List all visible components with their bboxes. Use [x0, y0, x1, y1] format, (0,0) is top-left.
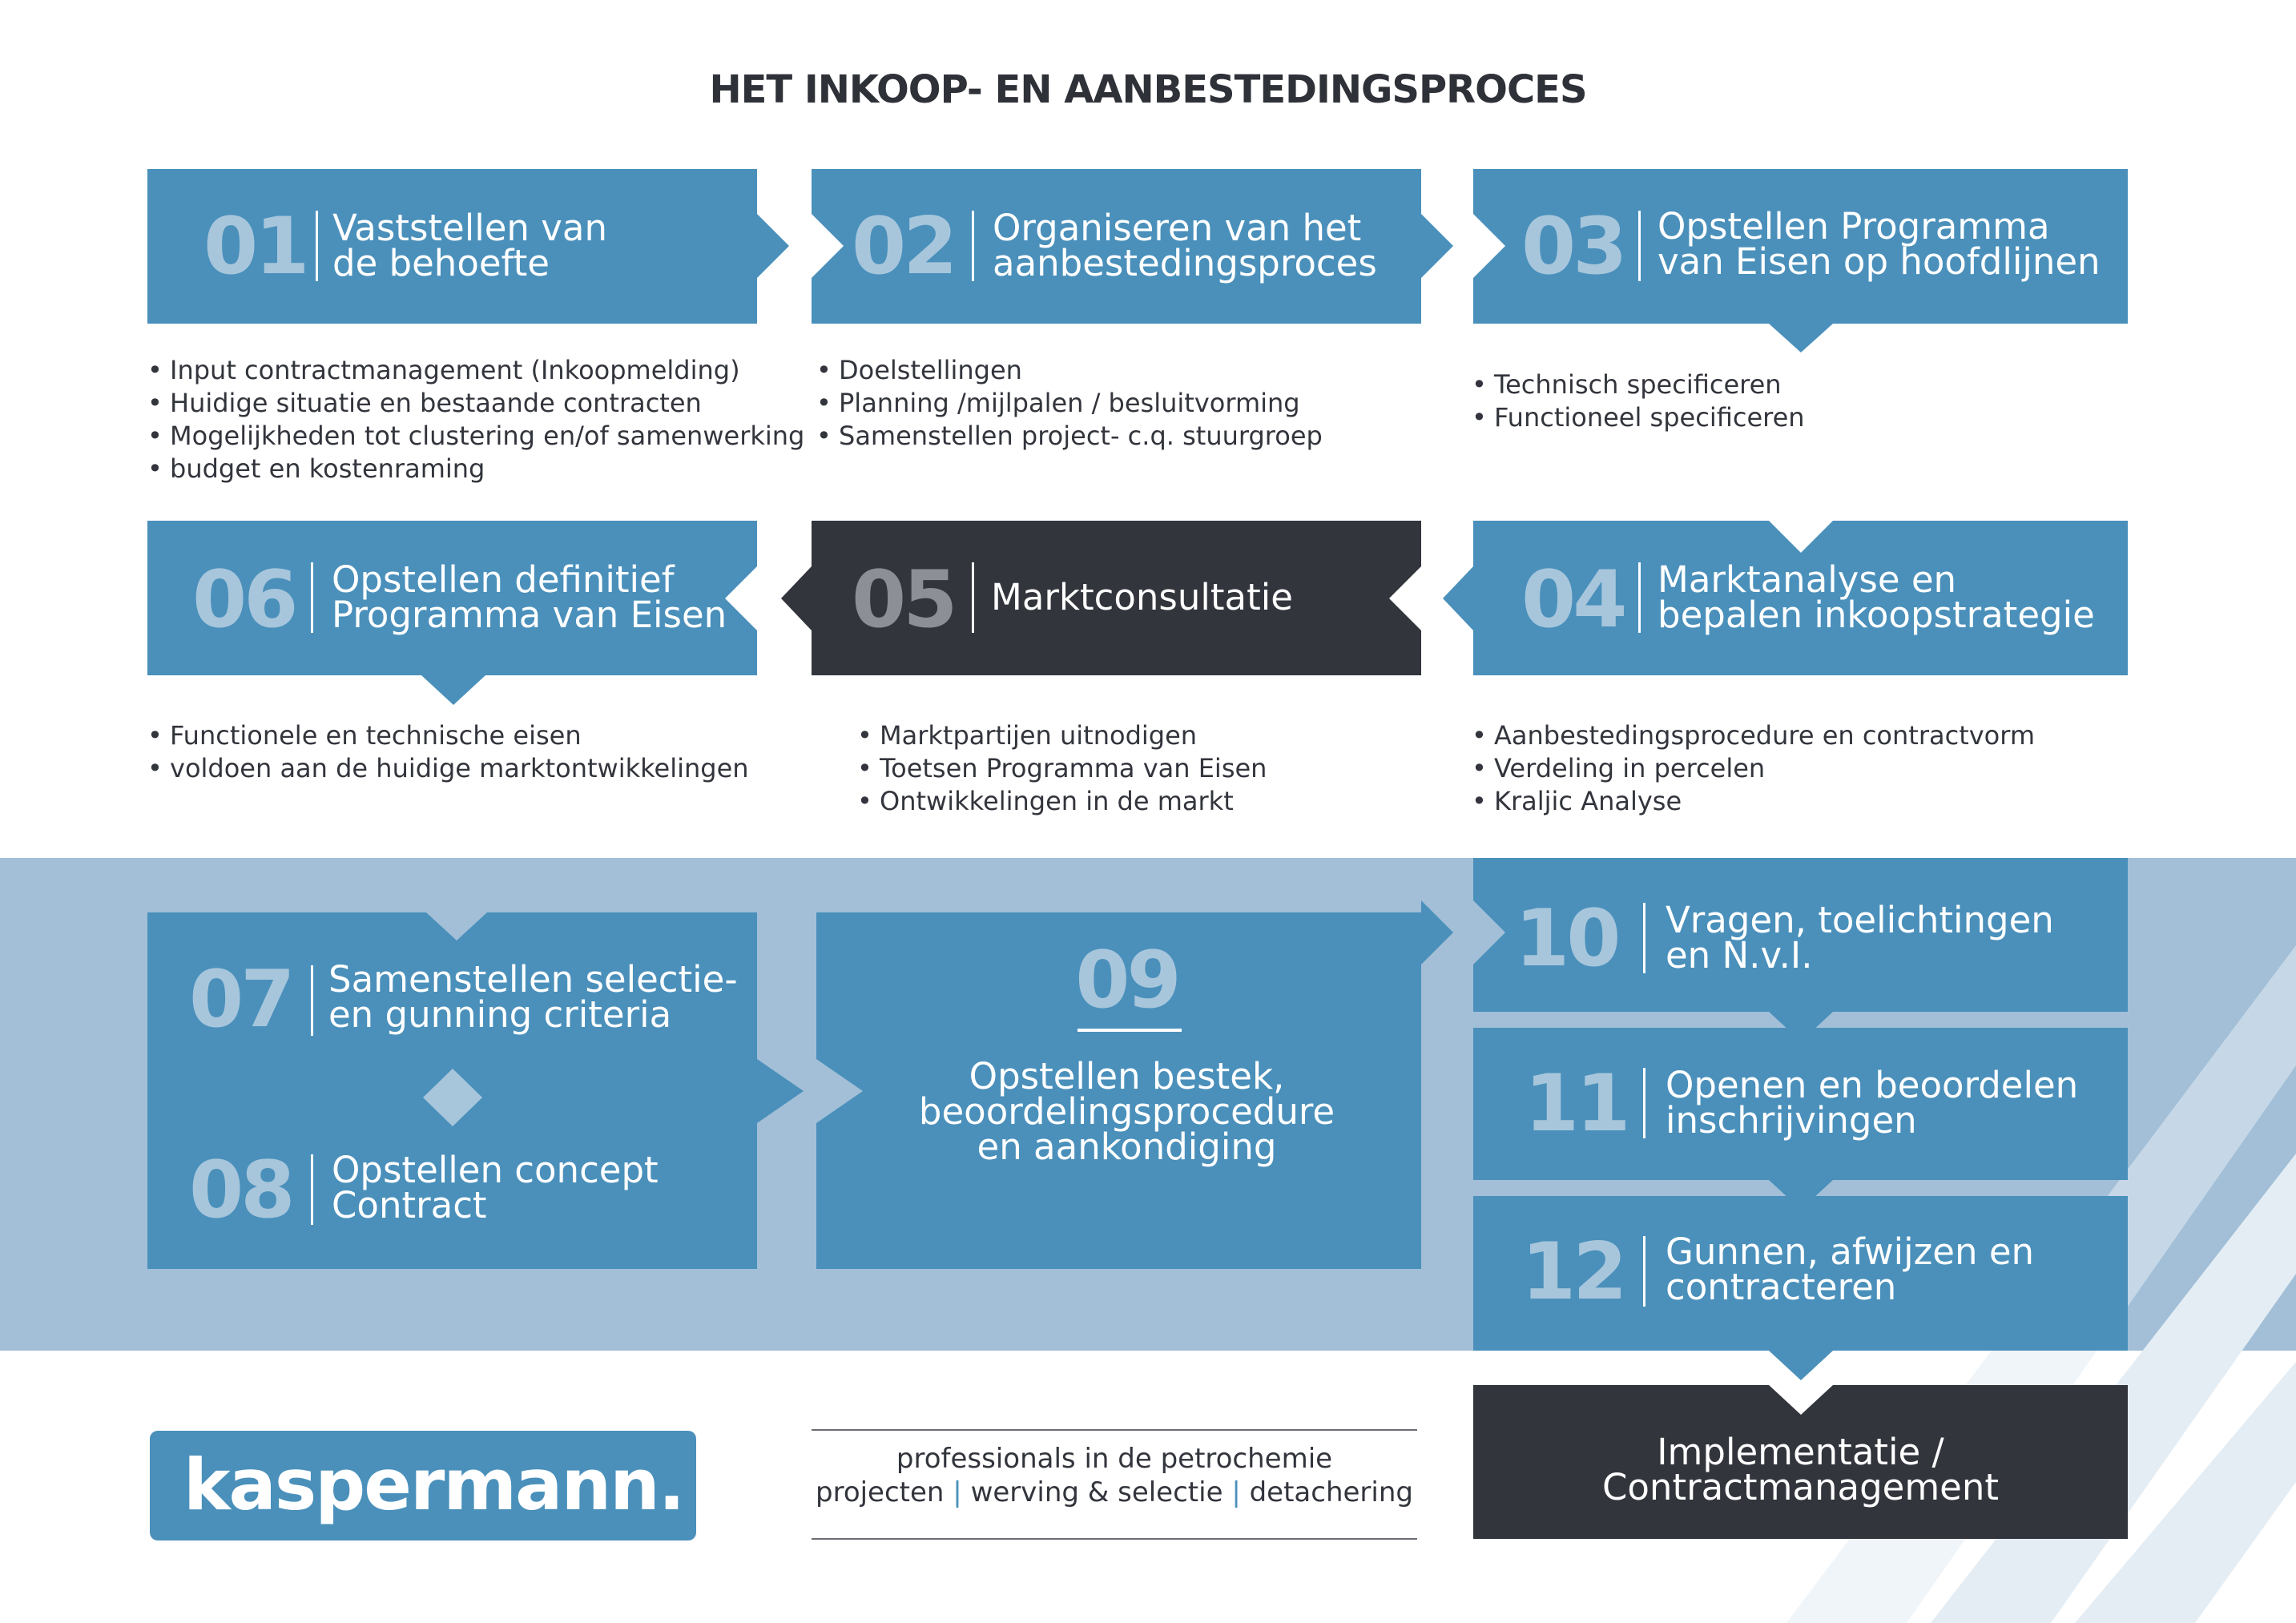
- step-10-label: Vragen, toelichtingen en N.v.I.: [1666, 899, 2054, 977]
- chevron-down-icon: [1769, 1012, 1833, 1041]
- list-item: • Input contractmanagement (Inkoopmelding): [147, 354, 804, 387]
- tagline-rule-bottom: [812, 1538, 1417, 1540]
- step-07-number: 07: [189, 954, 292, 1045]
- step-08-number: 08: [189, 1145, 292, 1236]
- arrow-down-icon: [1769, 1351, 1833, 1380]
- list-item: • Kraljic Analyse: [1472, 785, 2035, 818]
- step-04-number: 04: [1521, 554, 1625, 646]
- step-12-label: Gunnen, afwijzen en contracteren: [1666, 1230, 2035, 1308]
- list-item: • Verdeling in percelen: [1472, 752, 2035, 785]
- arrow-right-icon: [1421, 214, 1453, 278]
- list-item: • Planning /mijlpalen / besluitvorming: [816, 387, 1323, 420]
- step-01-label: Vaststellen van de behoefte: [332, 207, 607, 284]
- step-02-label: Organiseren van het aanbestedingsproces: [993, 207, 1377, 284]
- list-item: • Functioneel specificeren: [1472, 401, 1805, 434]
- arrow-right-icon: [1473, 214, 1505, 278]
- arrow-left-icon: [1443, 566, 1473, 630]
- chevron-down-icon: [1769, 1180, 1833, 1210]
- arrow-down-icon: [1769, 324, 1833, 352]
- step-11-number: 11: [1525, 1058, 1628, 1150]
- step-03-number: 03: [1521, 201, 1625, 292]
- arrow-right-icon: [1473, 900, 1505, 965]
- tagline: [812, 1442, 1417, 1509]
- step-06-number: 06: [192, 554, 296, 646]
- step-03-label: Opstellen Programma van Eisen op hoofdlijnen: [1658, 205, 2101, 283]
- arrow-down-icon: [421, 675, 485, 705]
- arrow-right-icon: [757, 214, 789, 278]
- arrow-left-icon: [725, 566, 757, 630]
- step-04-label: Marktanalyse en bepalen inkoopstrategie: [1658, 558, 2095, 636]
- arrow-right-icon: [757, 1059, 804, 1123]
- step-06-label: Opstellen definitief Programma van Eisen: [332, 558, 727, 636]
- list-item: • Huidige situatie en bestaande contracten: [147, 387, 804, 420]
- list-item: • Marktpartijen uitnodigen: [857, 719, 1267, 752]
- list-item: • Aanbestedingsprocedure en contractvorm: [1472, 719, 2035, 752]
- step-12-number: 12: [1521, 1226, 1625, 1318]
- list-item: • budget en kostenraming: [147, 453, 804, 485]
- list-item: • Toetsen Programma van Eisen: [857, 752, 1267, 785]
- notch-top-icon: [426, 912, 487, 940]
- arrow-right-icon: [1421, 900, 1453, 965]
- final-label: Implementatie / Contractmanagement: [1601, 1431, 2000, 1508]
- arrow-right-icon: [812, 214, 844, 278]
- step-02-number: 02: [852, 201, 955, 292]
- step-05-label: Marktconsultatie: [991, 576, 1293, 618]
- step-11-label: Openen en beoordelen inschrijvingen: [1666, 1064, 2079, 1142]
- list-item: • Doelstellingen: [816, 354, 1323, 387]
- tagline-line2: projecten | werving & selectie | detachering: [816, 1476, 1413, 1508]
- step-10-number: 10: [1515, 893, 1618, 985]
- list-item: • voldoen aan de huidige marktontwikkelingen: [147, 752, 749, 785]
- step-05-number: 05: [852, 554, 955, 646]
- page-title: HET INKOOP- EN AANBESTEDINGSPROCES: [709, 67, 1587, 112]
- arrow-left-icon: [1389, 566, 1421, 630]
- notch-top-icon: [1769, 1385, 1833, 1415]
- step-09-label: Opstellen bestek, beoordelingsprocedure en aankondiging: [918, 1055, 1335, 1168]
- step-08-label: Opstellen concept Contract: [332, 1149, 659, 1226]
- list-item: • Mogelijkheden tot clustering en/of samenwerking: [147, 420, 804, 453]
- arrow-left-icon: [781, 566, 812, 630]
- tagline-line1: professionals in de petrochemie: [896, 1443, 1333, 1475]
- diamond-icon: [423, 1069, 482, 1126]
- step-01-number: 01: [203, 201, 307, 292]
- list-item: • Functionele en technische eisen: [147, 719, 749, 752]
- logo: [150, 1431, 696, 1540]
- logo-text: kaspermann.: [183, 1444, 684, 1526]
- arrow-right-icon: [816, 1059, 863, 1123]
- list-item: • Technisch specificeren: [1472, 368, 1805, 401]
- notch-top-icon: [1769, 521, 1833, 553]
- list-item: • Samenstellen project- c.q. stuurgroep: [816, 420, 1323, 453]
- step-09-number: 09: [1075, 935, 1178, 1026]
- tagline-rule-top: [812, 1429, 1417, 1431]
- step-07-label: Samenstellen selectie- en gunning criteria: [328, 958, 738, 1036]
- list-item: • Ontwikkelingen in de markt: [857, 785, 1267, 818]
